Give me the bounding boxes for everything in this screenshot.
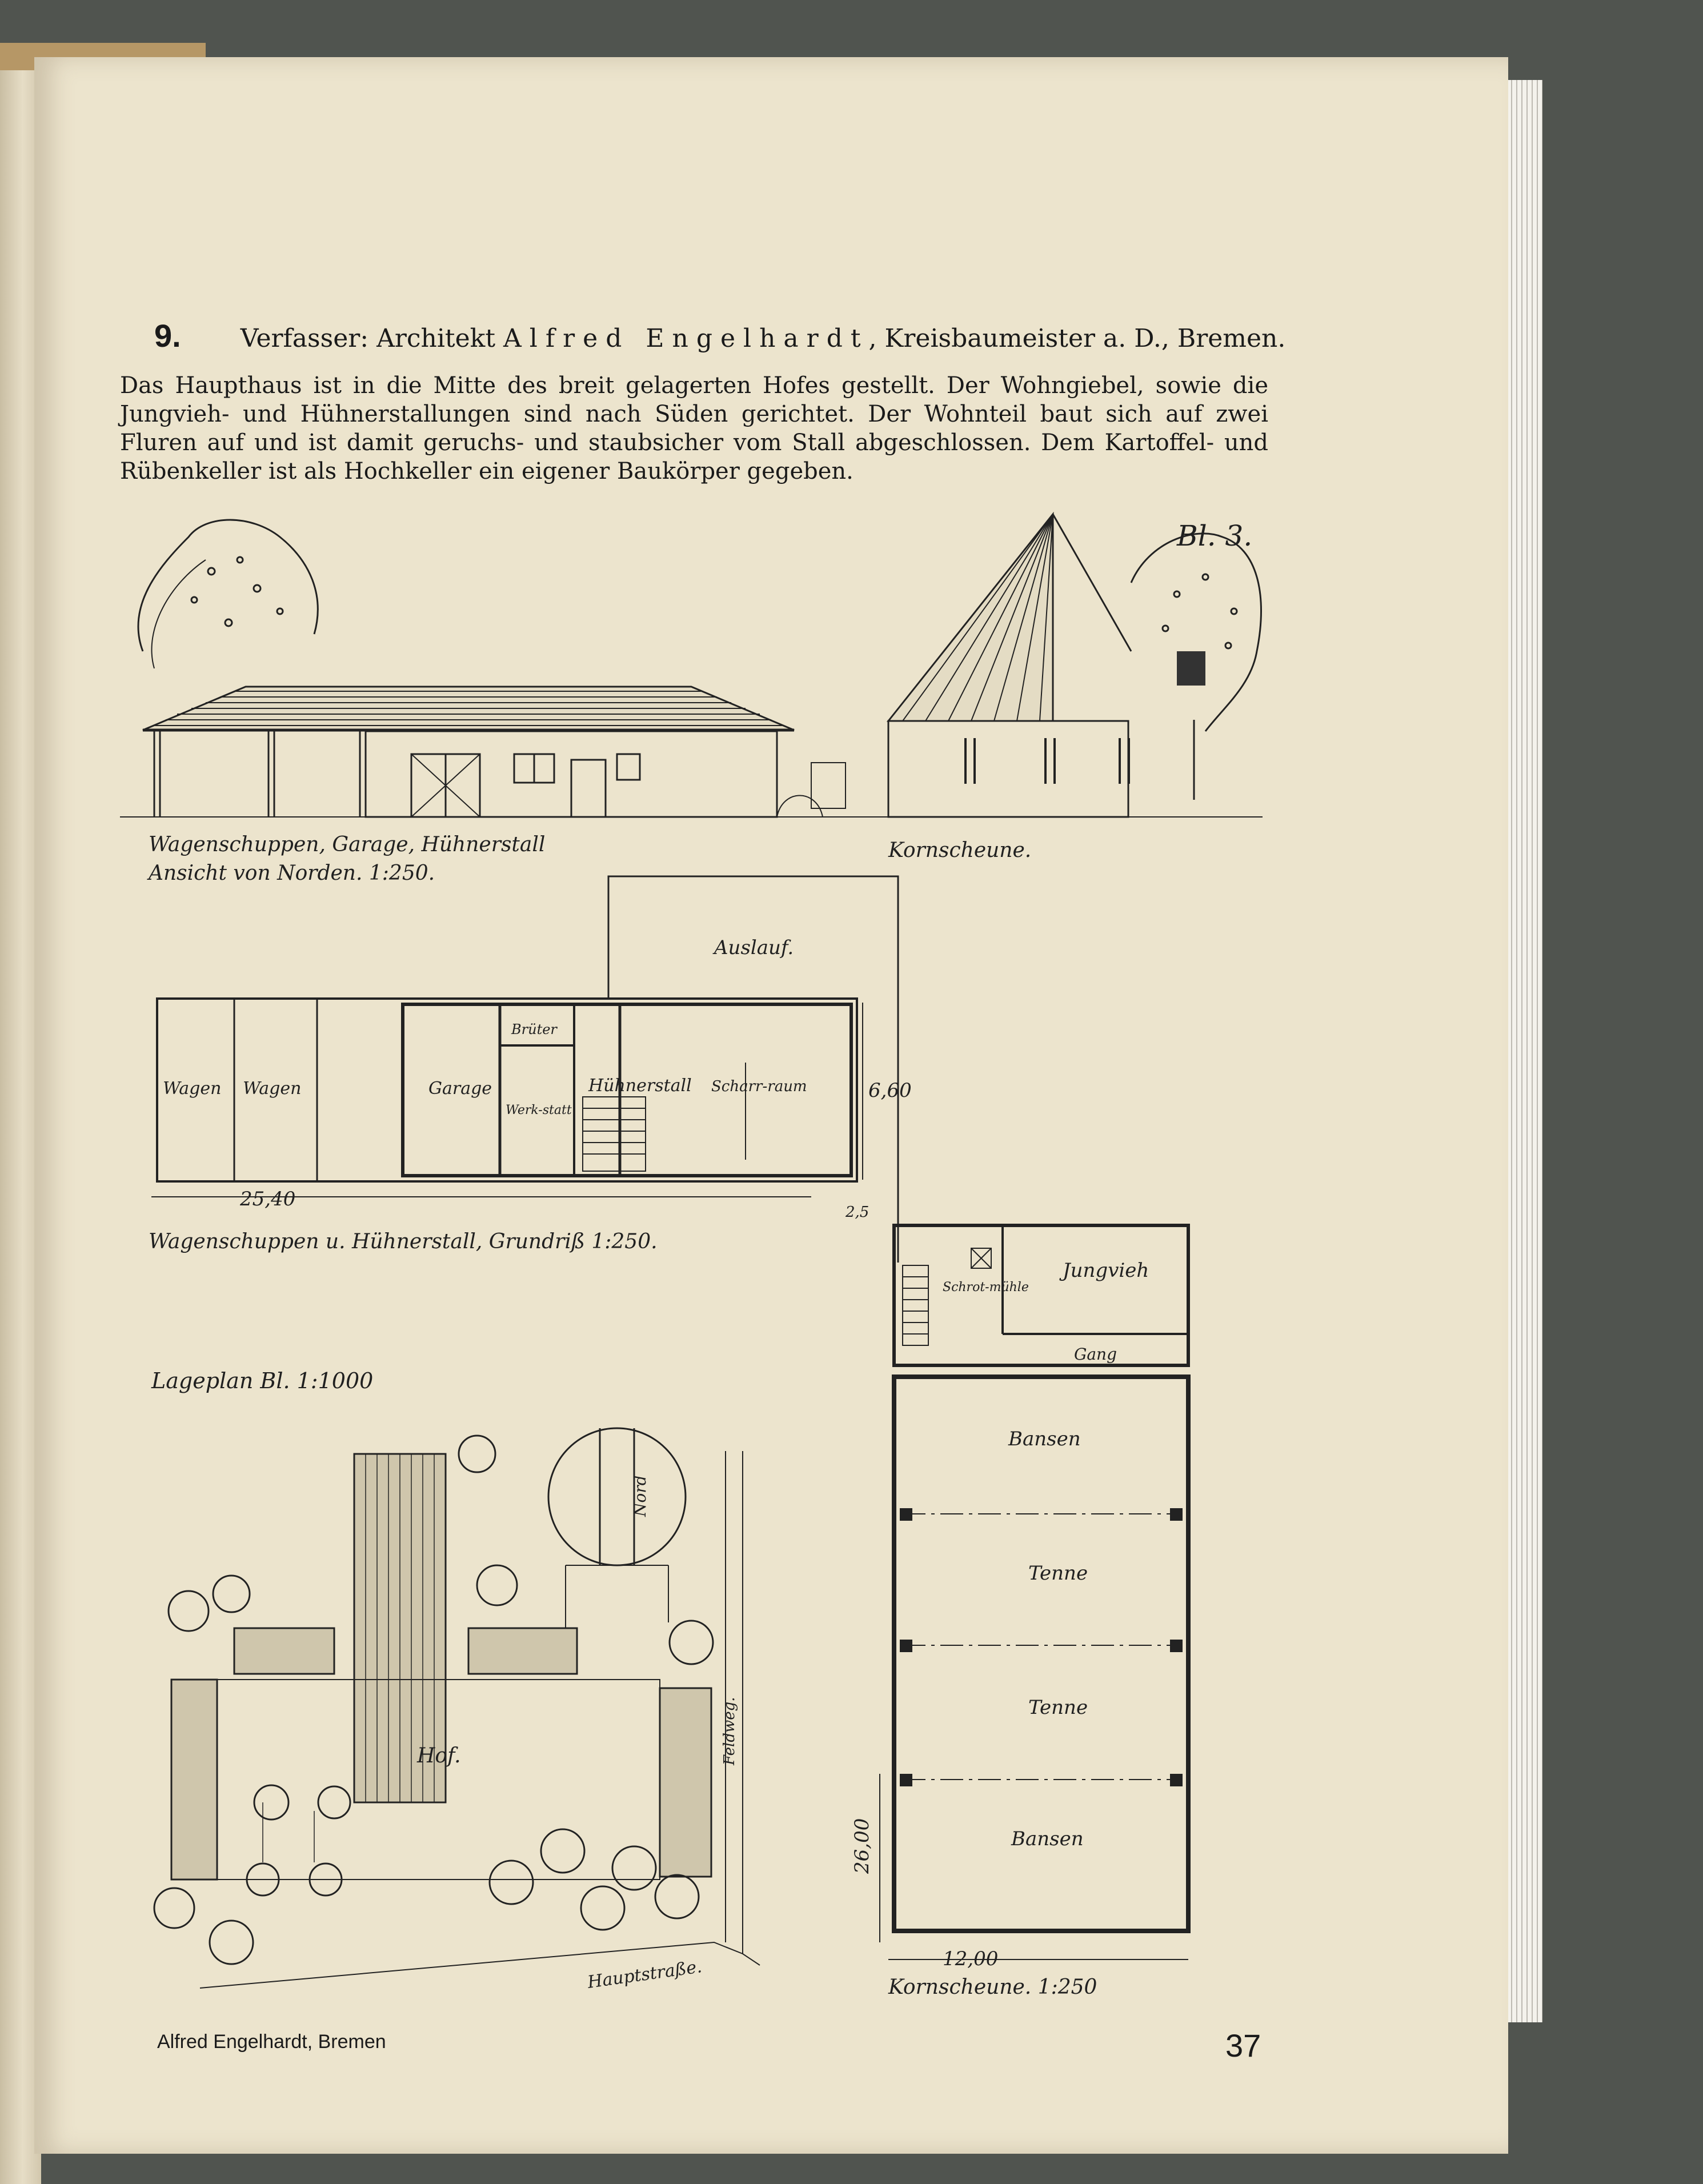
schrotmuehle-label: Schrot-mühle [943,1280,1029,1295]
barn-dim-length: 26,00 [851,1818,873,1874]
dim-small: 2,5 [846,1204,869,1221]
garage-label: Garage [428,1079,492,1099]
hof-label: Hof. [417,1744,461,1768]
architectural-drawing [120,480,1291,2022]
werkstatt-label: Werk-statt [506,1103,572,1117]
wagen-label: Wagen [163,1079,222,1099]
site-plan [154,1428,760,1988]
barn-dim-width: 12,00 [943,1947,999,1970]
drawing-svg [120,480,1291,2022]
hauptstrasse-label: Hauptstraße. [586,1957,703,1993]
drawing-labels [147,833,1149,1999]
auslauf-label: Auslauf. [714,936,794,959]
author-name: Alfred Engelhardt [503,324,869,353]
entry-heading [154,317,1286,368]
sheet-mark: Bl. 3. [1177,519,1253,552]
wagen-label-2: Wagen [243,1079,302,1099]
tenne-2-label: Tenne [1028,1696,1088,1719]
description-paragraph: Das Haupthaus ist in die Mitte des breit gelagerten Hofes gestellt. Der Wohngiebel, sowie die Jungvieh- und Hühnerstallungen sind nach Süden gerichtet. Der Wohnteil baut sich auf zwei Fluren auf und ist damit geruchs- und staubsicher vom Stall abgeschlossen. Dem Kartoffel- und Rübenkeller ist als Hochkeller ein eigener Baukörper gegeben. [120,372,1268,484]
book-page [34,57,1508,2154]
feldweg-label: Feldweg. [721,1697,738,1765]
barn-plan-caption: Kornscheune. 1:250 [888,1975,1097,1999]
site-caption: Lageplan Bl. 1:1000 [151,1368,374,1393]
entry-number: 9. [154,318,181,354]
scharrraum-label: Scharr-raum [711,1078,807,1095]
author-suffix: , Kreisbaumeister a. D., Bremen. [868,324,1286,353]
elevation-caption-2: Ansicht von Norden. 1:250. [149,861,435,885]
author-prefix: Verfasser: Architekt [240,324,495,353]
dim-depth: 6,60 [868,1079,912,1102]
footer-author: Alfred Engelhardt, Bremen [157,2031,386,2053]
banse-2-label: Bansen [1011,1828,1084,1850]
jungvieh-label: Jungvieh [1063,1259,1149,1282]
gang-label: Gang [1074,1345,1117,1364]
plan1-caption: Wagenschuppen u. Hühnerstall, Grundriß 1:250. [149,1230,658,1253]
page-number: 37 [1225,2027,1261,2063]
brut-label: Brüter [511,1021,557,1037]
banse-1-label: Bansen [1008,1428,1081,1450]
barn-elevation [888,514,1261,817]
barn-caption: Kornscheune. [888,839,1032,862]
huehnerstall-label: Hühnerstall [588,1076,692,1096]
nord-label: Nord [631,1475,650,1517]
elevation-caption-1: Wagenschuppen, Garage, Hühnerstall [149,833,546,856]
shed-elevation [120,520,1263,817]
dim-width: 25,40 [240,1188,296,1211]
tenne-1-label: Tenne [1028,1562,1088,1585]
